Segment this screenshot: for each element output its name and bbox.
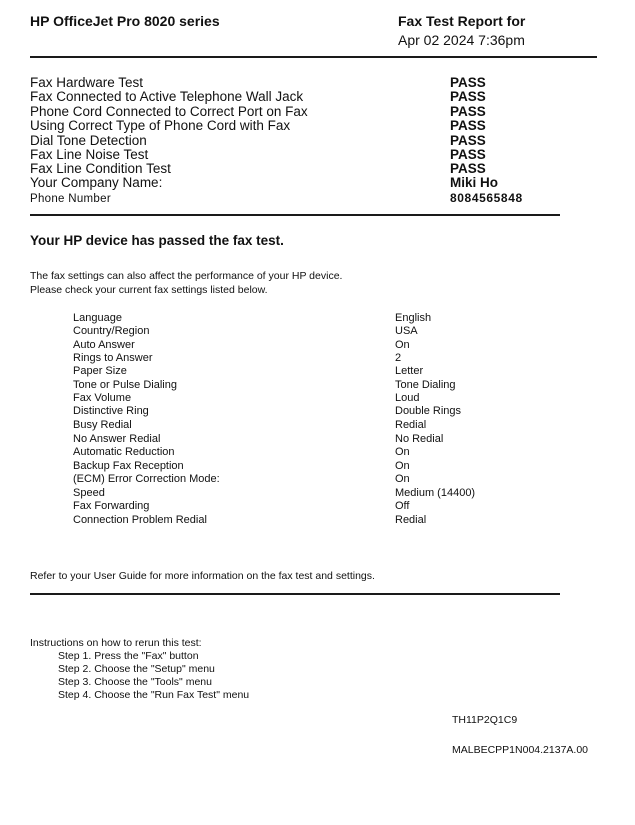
result-value: PASS: [450, 161, 486, 176]
setting-value: On: [395, 339, 410, 351]
bottom-divider: [30, 593, 560, 595]
setting-value: USA: [395, 325, 418, 337]
result-row: [30, 75, 590, 90]
setting-value: Double Rings: [395, 405, 462, 417]
setting-label: Backup Fax Reception: [73, 460, 184, 472]
instruction-step: Step 4. Choose the "Run Fax Test" menu: [58, 689, 250, 701]
result-label: Phone Cord Connected to Correct Port on Fax: [30, 104, 308, 119]
setting-label: (ECM) Error Correction Mode:: [73, 473, 220, 485]
instruction-step: Step 1. Press the "Fax" button: [58, 650, 199, 662]
setting-row: [73, 365, 523, 378]
setting-label: Tone or Pulse Dialing: [73, 379, 177, 391]
report-title: Fax Test Report for: [398, 13, 526, 29]
settings-note-line1: The fax settings can also affect the performance of your HP device.: [30, 270, 343, 282]
setting-value: Medium (14400): [395, 487, 476, 499]
result-row: [30, 118, 590, 133]
result-row: [30, 133, 590, 148]
setting-label: Country/Region: [73, 325, 150, 337]
report-date: Apr 02 2024 7:36pm: [398, 32, 525, 48]
setting-row: [73, 473, 523, 486]
setting-label: No Answer Redial: [73, 433, 161, 445]
setting-row: [73, 433, 523, 446]
result-row: [30, 190, 590, 205]
setting-value: 2: [395, 352, 402, 364]
result-row: [30, 147, 590, 162]
setting-row: [73, 500, 523, 513]
result-label: Fax Hardware Test: [30, 75, 144, 90]
result-label: Dial Tone Detection: [30, 133, 147, 148]
result-row: [30, 104, 590, 119]
firmware-code: MALBECPP1N004.2137A.00: [452, 744, 589, 756]
setting-label: Speed: [73, 487, 105, 499]
setting-row: [73, 312, 523, 325]
setting-value: Letter: [395, 365, 424, 377]
setting-row: [73, 514, 523, 527]
setting-row: [73, 487, 523, 500]
setting-label: Rings to Answer: [73, 352, 153, 364]
setting-row: [73, 325, 523, 338]
setting-value: Redial: [395, 419, 427, 431]
setting-label: Connection Problem Redial: [73, 514, 207, 526]
setting-row: [73, 446, 523, 459]
setting-row: [73, 419, 523, 432]
header-divider: [30, 56, 597, 58]
result-label: Fax Line Condition Test: [30, 161, 171, 176]
result-value: PASS: [450, 104, 486, 119]
setting-value: Off: [395, 500, 410, 512]
device-model: HP OfficeJet Pro 8020 series: [30, 13, 220, 29]
result-value: PASS: [450, 118, 486, 133]
setting-label: Language: [73, 312, 122, 324]
setting-label: Fax Volume: [73, 392, 132, 404]
setting-value: On: [395, 446, 410, 458]
result-value: PASS: [450, 133, 486, 148]
result-label: Your Company Name:: [30, 175, 163, 190]
results-divider: [30, 214, 560, 216]
passed-message: Your HP device has passed the fax test.: [30, 233, 284, 248]
setting-label: Fax Forwarding: [73, 500, 150, 512]
report-code: TH11P2Q1C9: [452, 714, 518, 726]
setting-label: Distinctive Ring: [73, 405, 149, 417]
setting-value: Redial: [395, 514, 427, 526]
setting-value: On: [395, 473, 410, 485]
setting-label: Auto Answer: [73, 339, 135, 351]
setting-label: Automatic Reduction: [73, 446, 175, 458]
setting-row: [73, 339, 523, 352]
company-name-value: Miki Ho: [450, 175, 499, 190]
setting-value: Tone Dialing: [395, 379, 456, 391]
instructions-heading: Instructions on how to rerun this test:: [30, 637, 202, 649]
refer-text: Refer to your User Guide for more information on the fax test and settings.: [30, 570, 375, 582]
result-row: [30, 89, 590, 104]
report-header: [398, 12, 598, 49]
setting-row: [73, 352, 523, 365]
settings-note-line2: Please check your current fax settings listed below.: [30, 284, 268, 296]
result-value: PASS: [450, 89, 486, 104]
result-row: [30, 161, 590, 176]
setting-row: [73, 460, 523, 473]
setting-label: Busy Redial: [73, 419, 132, 431]
setting-row: [73, 405, 523, 418]
instruction-step: Step 2. Choose the "Setup" menu: [58, 663, 215, 675]
setting-value: English: [395, 312, 432, 324]
instruction-step: Step 3. Choose the "Tools" menu: [58, 676, 212, 688]
result-row: [30, 175, 590, 190]
result-label: Fax Connected to Active Telephone Wall Jack: [30, 89, 304, 104]
result-value: PASS: [450, 75, 486, 90]
phone-number-value: 8084565848: [450, 191, 523, 205]
setting-row: [73, 379, 523, 392]
setting-label: Paper Size: [73, 365, 127, 377]
setting-value: No Redial: [395, 433, 444, 445]
setting-value: Loud: [395, 392, 420, 404]
result-label: Phone Number: [30, 193, 111, 205]
setting-value: On: [395, 460, 410, 472]
setting-row: [73, 392, 523, 405]
result-value: PASS: [450, 147, 486, 162]
result-label: Fax Line Noise Test: [30, 147, 149, 162]
result-label: Using Correct Type of Phone Cord with Fax: [30, 118, 291, 133]
